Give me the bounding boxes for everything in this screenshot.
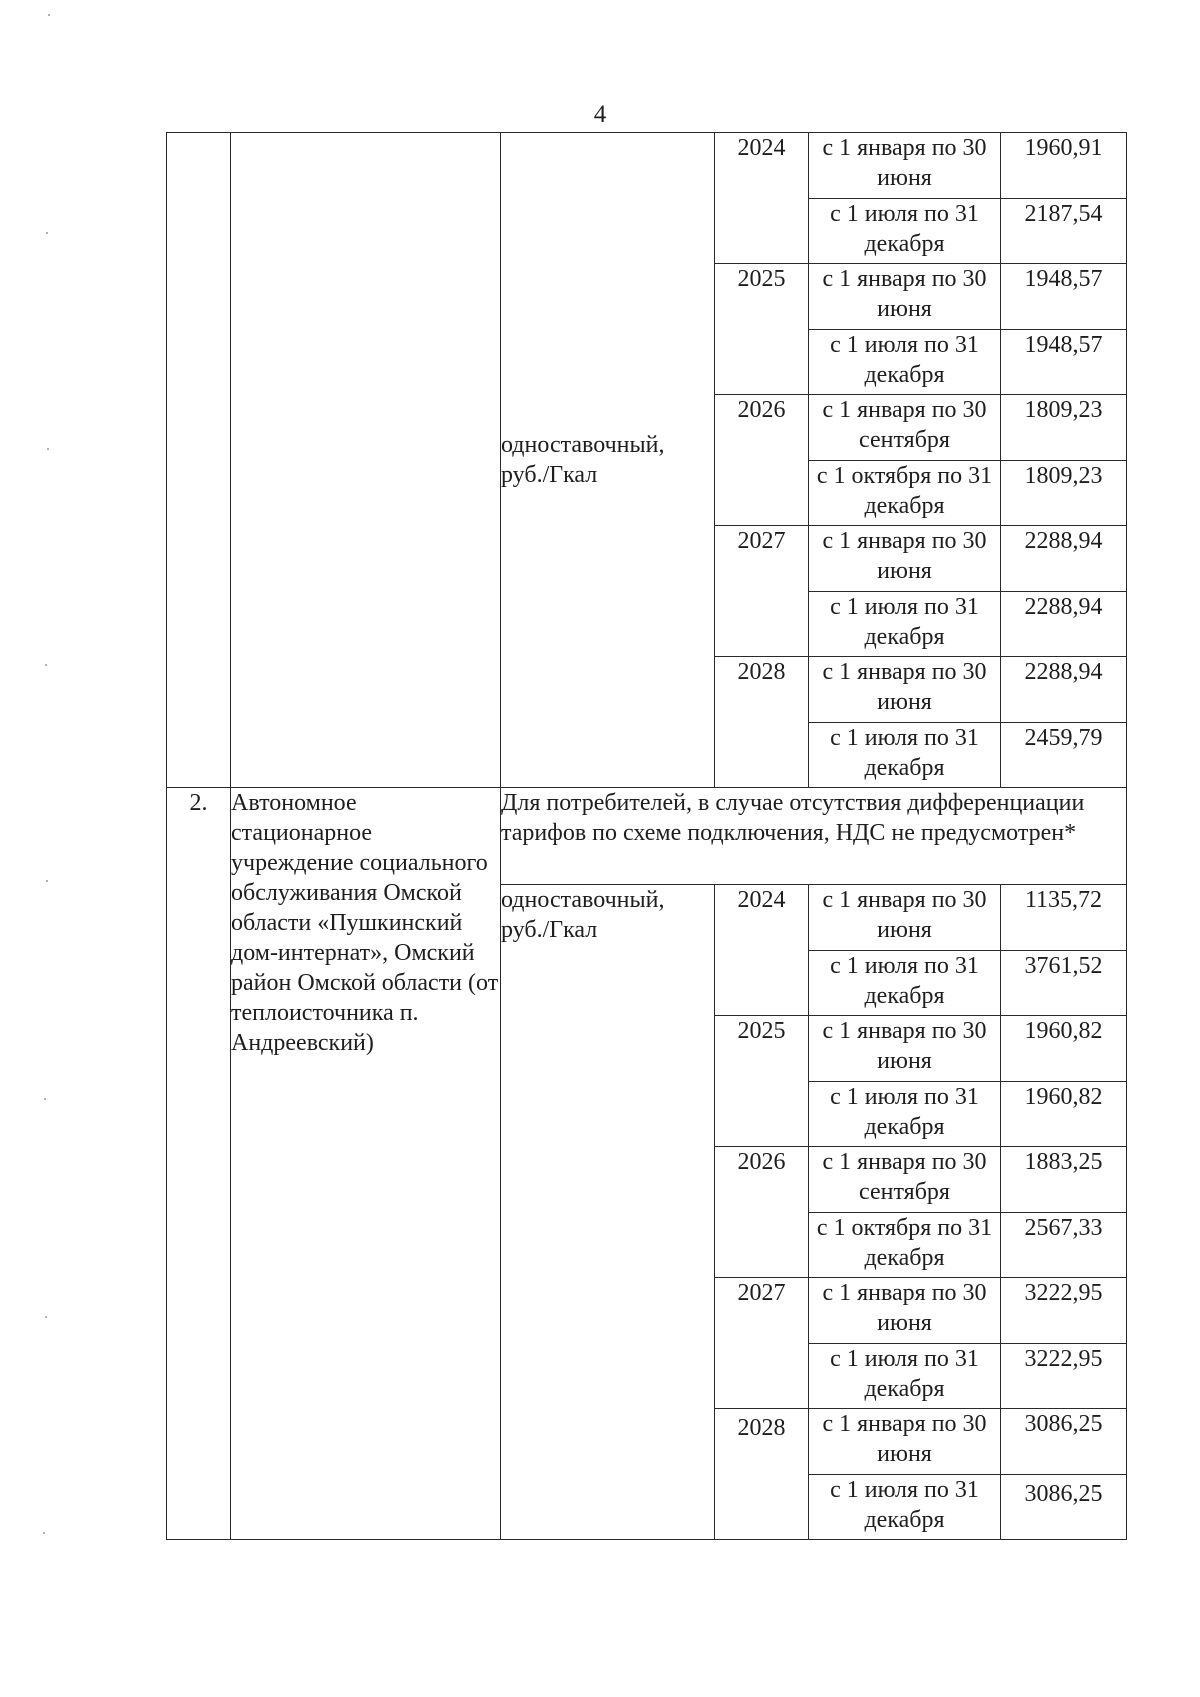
period-cell: с 1 июля по 31 декабря: [809, 723, 1001, 788]
period-cell: с 1 октября по 31 декабря: [809, 1213, 1001, 1278]
year-cell: 2028: [715, 1409, 809, 1540]
period-cell: с 1 января по 30 июня: [809, 133, 1001, 199]
tariff-value: 1960,91: [1001, 133, 1127, 199]
scan-speck: [48, 14, 50, 16]
year-cell: 2028: [715, 657, 809, 788]
period-cell: с 1 июля по 31 декабря: [809, 199, 1001, 264]
tariff-value: 3086,25: [1001, 1409, 1127, 1475]
tariff-value: 2187,54: [1001, 199, 1127, 264]
period-cell: с 1 января по 30 июня: [809, 1278, 1001, 1344]
tariff-value: 1948,57: [1001, 330, 1127, 395]
year-cell: 2024: [715, 885, 809, 1016]
scan-speck: [44, 1098, 46, 1100]
tariff-value: 3761,52: [1001, 951, 1127, 1016]
period-cell: с 1 января по 30 июня: [809, 657, 1001, 723]
tariff-value: 3222,95: [1001, 1278, 1127, 1344]
scan-speck: [46, 232, 48, 234]
tariff-value: 2288,94: [1001, 657, 1127, 723]
period-cell: с 1 января по 30 июня: [809, 885, 1001, 951]
number-cell-empty: [167, 133, 231, 788]
year-cell: 2025: [715, 1016, 809, 1147]
scan-speck: [45, 1316, 47, 1318]
period-cell: с 1 января по 30 сентября: [809, 1147, 1001, 1213]
consumer-note: Для потребителей, в случае отсутствия дифференциации тарифов по схеме подключения, НДС не предусмотрен*: [501, 788, 1127, 885]
tariff-type-cell: одноставочный, руб./Гкал: [501, 133, 715, 788]
year-cell: 2027: [715, 1278, 809, 1409]
scan-speck: [46, 880, 48, 882]
year-cell: 2026: [715, 1147, 809, 1278]
period-cell: с 1 января по 30 июня: [809, 1016, 1001, 1082]
period-cell: с 1 января по 30 сентября: [809, 395, 1001, 461]
tariff-type-cell: одноставочный, руб./Гкал: [501, 885, 715, 1540]
tariff-value: 1809,23: [1001, 461, 1127, 526]
scan-speck: [43, 1532, 45, 1534]
tariff-value: 2288,94: [1001, 526, 1127, 592]
period-cell: с 1 июля по 31 декабря: [809, 592, 1001, 657]
tariff-value: 3086,25: [1001, 1475, 1127, 1540]
tariff-value: 1809,23: [1001, 395, 1127, 461]
year-cell: 2026: [715, 395, 809, 526]
period-cell: с 1 июля по 31 декабря: [809, 1082, 1001, 1147]
page-number: 4: [593, 101, 607, 128]
tariff-value: 1135,72: [1001, 885, 1127, 951]
year-cell: 2024: [715, 133, 809, 264]
organization-cell-empty: [231, 133, 501, 788]
tariff-value: 1948,57: [1001, 264, 1127, 330]
tariff-value: 2288,94: [1001, 592, 1127, 657]
row-number: 2.: [167, 788, 231, 1540]
year-cell: 2025: [715, 264, 809, 395]
organization-name: Автономное стационарное учреждение социального обслуживания Омской области «Пушкинский дом-интернат», Омский район Омской области (от теплоисточника п. Андреевский): [231, 788, 501, 1540]
period-cell: с 1 июля по 31 декабря: [809, 1475, 1001, 1540]
table-row: [167, 133, 1127, 199]
year-cell: 2027: [715, 526, 809, 657]
scan-speck: [45, 664, 47, 666]
tariff-value: 2567,33: [1001, 1213, 1127, 1278]
tariff-value: 1960,82: [1001, 1016, 1127, 1082]
period-cell: с 1 января по 30 июня: [809, 526, 1001, 592]
period-cell: с 1 июля по 31 декабря: [809, 330, 1001, 395]
tariff-value: 1960,82: [1001, 1082, 1127, 1147]
table-row: [167, 788, 1127, 885]
period-cell: с 1 октября по 31 декабря: [809, 461, 1001, 526]
tariff-value: 2459,79: [1001, 723, 1127, 788]
tariff-value: 1883,25: [1001, 1147, 1127, 1213]
period-cell: с 1 июля по 31 декабря: [809, 1344, 1001, 1409]
scan-speck: [47, 448, 49, 450]
period-cell: с 1 января по 30 июня: [809, 264, 1001, 330]
period-cell: с 1 января по 30 июня: [809, 1409, 1001, 1475]
tariff-value: 3222,95: [1001, 1344, 1127, 1409]
tariff-table: [166, 132, 1127, 1540]
period-cell: с 1 июля по 31 декабря: [809, 951, 1001, 1016]
